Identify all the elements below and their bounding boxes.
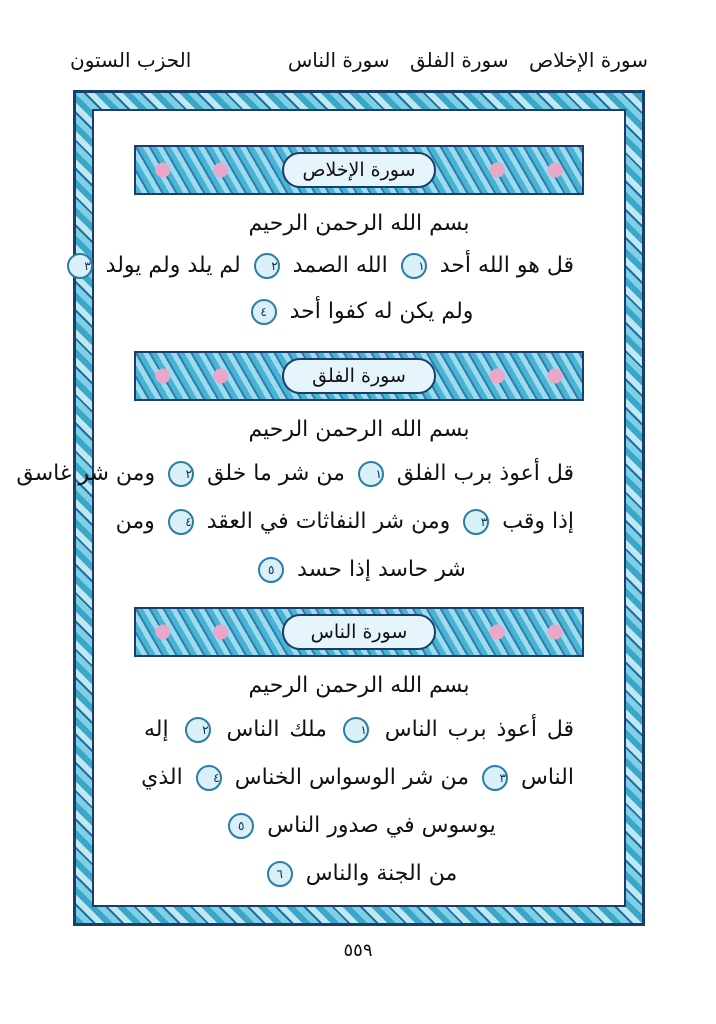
ayah-line [84, 253, 574, 279]
ayah-number-marker: ٣ [463, 509, 489, 535]
ayah-number-marker: ٦ [267, 861, 293, 887]
basmala: بسم الله الرحمن الرحيم [248, 211, 470, 236]
ayah-number-marker: ٣ [482, 765, 508, 791]
ayah-number-marker: ٣ [67, 253, 93, 279]
ayah-line [141, 765, 574, 791]
surah-header-nas [134, 607, 584, 657]
ayah-number-marker: ١ [343, 717, 369, 743]
ayah-text: قل هو الله أحد [439, 253, 574, 278]
ayah-text: ومن [115, 509, 155, 534]
surah-title: سورة الفلق [282, 358, 436, 394]
ayah-text: ولم يكن له كفوا أحد [289, 299, 474, 324]
ayah-line [144, 557, 574, 583]
ayah-number-marker: ٥ [228, 813, 254, 839]
ayah-number-marker: ٤ [168, 509, 194, 535]
ayah-text: شر حاسد إذا حسد [297, 557, 466, 582]
surah-header-ikhlas [134, 145, 584, 195]
ayah-text: من شر ما خلق [207, 461, 345, 486]
ayah-text: يوسوس في صدور الناس [267, 813, 496, 838]
ayah-number-marker: ٤ [196, 765, 222, 791]
surah-header-falaq [134, 351, 584, 401]
ayah-line [144, 861, 574, 887]
ayah-text: قل أعوذ برب الفلق [396, 461, 574, 486]
ayah-line [16, 461, 574, 487]
ayah-text: قل أعوذ برب الناس [384, 717, 575, 742]
ayah-text: إله [144, 717, 169, 742]
ayah-text: الذي [141, 765, 183, 790]
header-surah-ikhlas: سورة الإخلاص [528, 48, 648, 72]
header-surah-nas: سورة الناس [287, 48, 390, 72]
ayah-number-marker: ٤ [251, 299, 277, 325]
page-number: ٥٥٩ [343, 940, 373, 961]
header-surah-names [274, 48, 648, 72]
ayah-number-marker: ٢ [254, 253, 280, 279]
header-surah-falaq: سورة الفلق [409, 48, 509, 72]
ayah-line [144, 813, 574, 839]
page-header [70, 48, 648, 88]
page-text-area [16, 109, 626, 907]
ayah-number-marker: ١ [358, 461, 384, 487]
surah-title: سورة الإخلاص [282, 152, 436, 188]
surah-title: سورة الناس [282, 614, 436, 650]
page-body [16, 111, 604, 905]
ayah-number-marker: ٢ [185, 717, 211, 743]
ayah-text: من شر الوسواس الخناس [234, 765, 469, 790]
basmala: بسم الله الرحمن الرحيم [248, 673, 470, 698]
ayah-number-marker: ٥ [258, 557, 284, 583]
ayah-text: الناس [520, 765, 574, 790]
ayah-text: ومن شر غاسق [16, 461, 156, 486]
ayah-text: إذا وقب [502, 509, 574, 534]
ayah-line [144, 299, 574, 325]
ayah-line [115, 509, 574, 535]
ayah-text: ومن شر النفاثات في العقد [206, 509, 451, 534]
basmala: بسم الله الرحمن الرحيم [248, 417, 470, 442]
ayah-number-marker: ٢ [168, 461, 194, 487]
ornamental-frame [16, 90, 645, 926]
ayah-text: ملك الناس [226, 717, 327, 742]
ayah-text: الله الصمد [292, 253, 388, 278]
ayah-text: لم يلد ولم يولد [105, 253, 241, 278]
ayah-number-marker: ١ [401, 253, 427, 279]
ayah-line [144, 717, 574, 743]
header-hizb: الحزب الستون [70, 48, 192, 72]
ayah-text: من الجنة والناس [305, 861, 458, 886]
